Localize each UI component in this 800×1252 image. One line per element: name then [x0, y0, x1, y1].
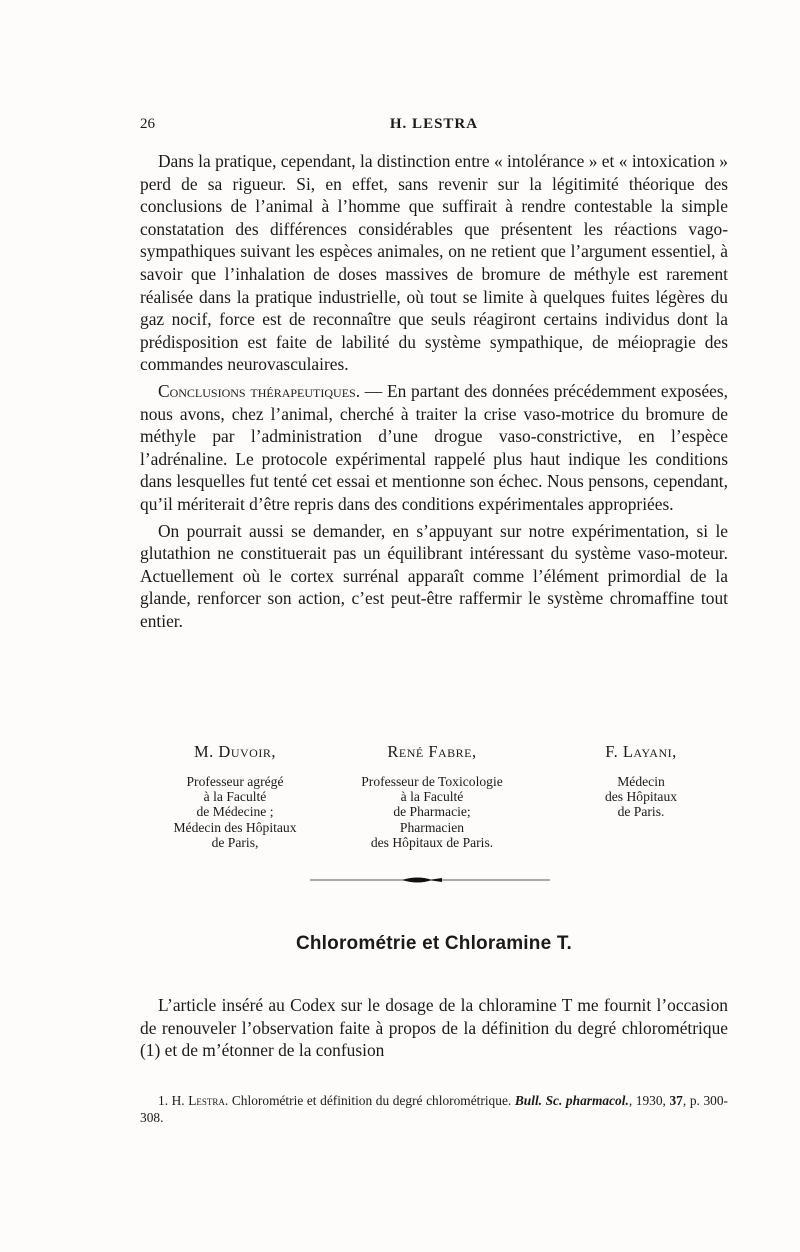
- page-header: [140, 116, 728, 136]
- credential-line: des Hôpitaux de Paris.: [370, 834, 494, 850]
- credential-line: à la Faculté: [203, 789, 267, 805]
- paragraph: [140, 994, 728, 1062]
- credential-line: Médecin des Hôpitaux: [173, 819, 297, 835]
- footnote-reference: (1): [140, 1040, 161, 1061]
- credential-line: à la Faculté: [400, 789, 464, 805]
- signatory-credentials: [344, 774, 520, 850]
- signatory-name: René Fabre,: [387, 742, 477, 761]
- credential-line: de Paris,: [211, 834, 259, 850]
- paragraph: On pourrait aussi se demander, en s’appuyant sur notre expérimentation, si le glutathion ne constituerait pas un équilibrant intéressant du système vaso-moteur. Actuellement où le cortex surrénal apparaît comme l’élément primordial de la glande, renforcer son action, c’est peut-être raffermir le système chromaffine tout entier.: [140, 520, 728, 631]
- footnote-year: , 1930,: [628, 1093, 670, 1108]
- page-number: 26: [140, 116, 155, 132]
- paragraph-text: — En partant des données précédemment exposées, nous avons, chez l’animal, cherché à traiter la crise vaso-motrice du bromure de méthyle par l’administration d’une drogue vaso-constrictive, en l’espèce l’adrénaline. Le protocole expérimental rappelé plus haut indique les conditions dans lesquelles fut tenté cet essai et mentionne son échec. Nous pensons, cependant, qu’il mériterait d’être repris dans des conditions expérimentales appropriées.: [140, 380, 728, 514]
- footnote-number: 1.: [158, 1093, 169, 1108]
- signatory-name: F. Layani,: [605, 742, 677, 761]
- signatory-credentials: [556, 774, 726, 820]
- credential-line: Médecin: [617, 774, 665, 789]
- paragraph-text: et de m’étonner de la confusion: [160, 1040, 385, 1061]
- footnote-volume: 37: [669, 1093, 683, 1108]
- section-title: Chlorométrie et Chloramine T.: [295, 933, 573, 954]
- footnote-title: Chlorométrie et définition du degré chlorométrique.: [228, 1093, 515, 1108]
- credential-line: Professeur de Toxicologie: [361, 774, 503, 789]
- signature-layani: [556, 742, 726, 820]
- credential-line: de Médecine ;: [196, 804, 274, 820]
- section-heading-inline: Conclusions thérapeutiques.: [158, 380, 361, 401]
- credential-line: de Paris.: [617, 804, 665, 820]
- credential-line: des Hôpitaux: [604, 789, 678, 805]
- signatory-name: M. Duvoir,: [194, 742, 276, 761]
- signature-duvoir: [140, 742, 330, 850]
- running-head: H. LESTRA: [389, 116, 479, 132]
- credential-line: de Pharmacie;: [393, 804, 471, 820]
- paragraph: Dans la pratique, cependant, la distinction entre « intolérance » et « intoxication » perd de sa rigueur. Si, en effet, sans revenir sur la légitimité théorique des conclusions de l’animal à l’homme que suffirait à rendre contestable la simple constatation des différences considérables que présentent les réactions vago-sympathiques suivant les espèces animales, on ne retient que l’argument essentiel, à savoir que l’inhalation de doses massives de bromure de méthyle est rarement réalisée dans la pratique industrielle, où tout se limite à quelques fuites légères du gaz nocif, force est de reconnaître que seuls réagiront certains individus dont la prédisposition est faite de labilité du système sympathique, de méiopragie des commandes neurovasculaires.: [140, 151, 728, 375]
- paragraph: [140, 380, 728, 516]
- footnote-journal: Bull. Sc. pharmacol.: [514, 1093, 629, 1108]
- credential-line: Professeur agrégé: [186, 774, 284, 789]
- paragraph-text: L’article inséré au Codex sur le dosage de la chloramine T me fournit l’occasion de renouveler l’observation faite à propos de la définition du degré chlorométrique: [140, 995, 728, 1038]
- signatory-credentials: [140, 774, 330, 850]
- signature-fabre: [344, 742, 520, 850]
- ornamental-divider: [310, 870, 550, 890]
- footnote: [140, 1092, 728, 1126]
- footnote-author: H. Lestra.: [171, 1093, 229, 1108]
- section-body: [140, 994, 728, 1062]
- footnote-pages: , p. 300-308.: [140, 1093, 728, 1125]
- article-body: [140, 150, 728, 636]
- credential-line: Pharmacien: [399, 819, 465, 835]
- signature-block: [140, 742, 728, 852]
